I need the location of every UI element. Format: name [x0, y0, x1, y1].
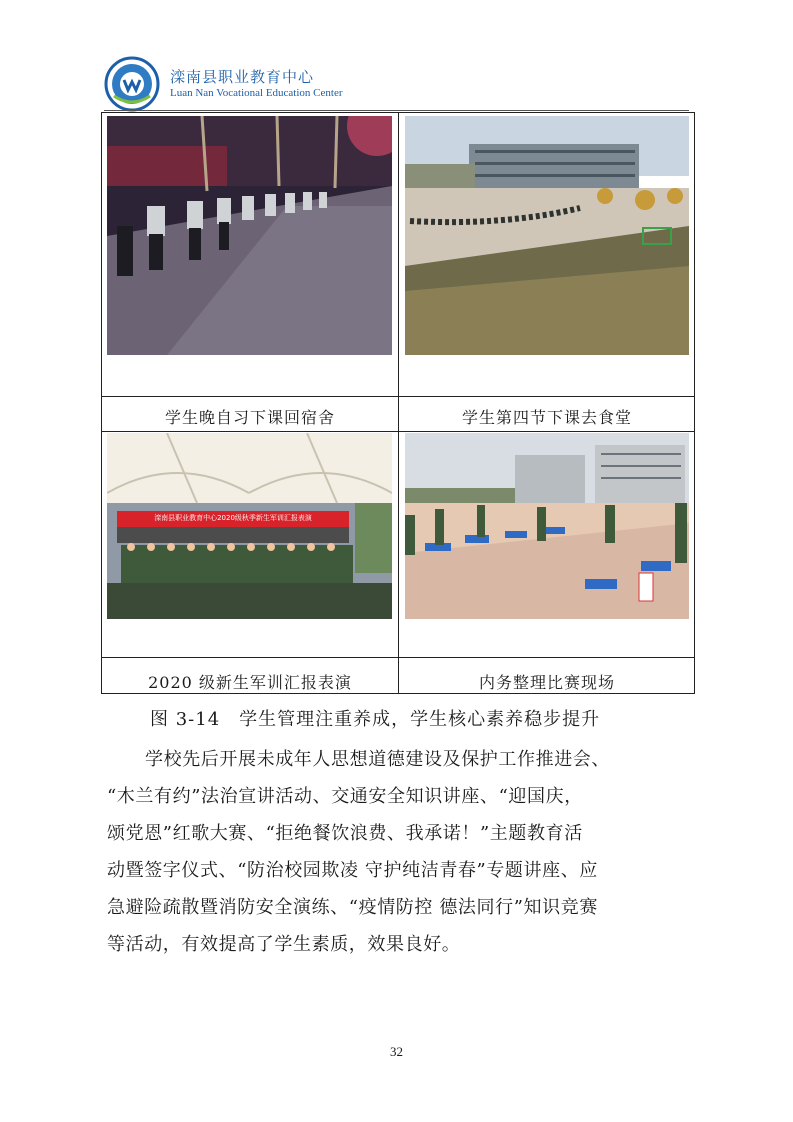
document-header [104, 56, 690, 112]
table-divider [102, 396, 694, 397]
paragraph-line: 颂党恩”红歌大赛、“拒绝餐饮浪费、我承诺！”主题教育活 [107, 823, 583, 844]
figure-caption: 图 3-14 学生管理注重养成，学生核心素养稳步提升 [150, 709, 601, 730]
photo-banner-text: 滦南县职业教育中心2020级秋季新生军训汇报表演 [154, 514, 312, 522]
photo-tidy-contest [405, 433, 689, 619]
photo-canteen-walk [405, 116, 689, 355]
photo-caption: 学生晚自习下课回宿舍 [164, 408, 335, 427]
org-name-cn: 滦南县职业教育中心 [170, 68, 315, 86]
org-name-en: Luan Nan Vocational Education Center [170, 87, 343, 99]
page-number: 32 [390, 1044, 403, 1059]
table-divider [398, 113, 399, 693]
table-divider [102, 431, 694, 432]
photo-caption: 学生第四节下课去食堂 [461, 408, 632, 427]
paragraph-line: 急避险疏散暨消防安全演练、“疫情防控 德法同行”知识竞赛 [107, 897, 598, 918]
photo-military-show [107, 433, 392, 619]
photo-dorm-return [107, 116, 392, 355]
paragraph-line: “木兰有约”法治宣讲活动、交通安全知识讲座、“迎国庆， [107, 786, 583, 807]
photo-caption: 内务整理比赛现场 [478, 673, 615, 692]
photo-table [101, 112, 695, 694]
header-divider [104, 110, 689, 111]
paragraph-line: 等活动，有效提高了学生素质，效果良好。 [107, 934, 461, 955]
paragraph-line: 学校先后开展未成年人思想道德建设及保护工作推进会、 [145, 749, 610, 770]
table-divider [102, 657, 694, 658]
photo-caption: 2020 级新生军训汇报表演 [148, 673, 352, 692]
paragraph-line: 动暨签字仪式、“防治校园欺凌 守护纯洁青春”专题讲座、应 [107, 860, 598, 881]
school-logo-icon [104, 56, 160, 112]
